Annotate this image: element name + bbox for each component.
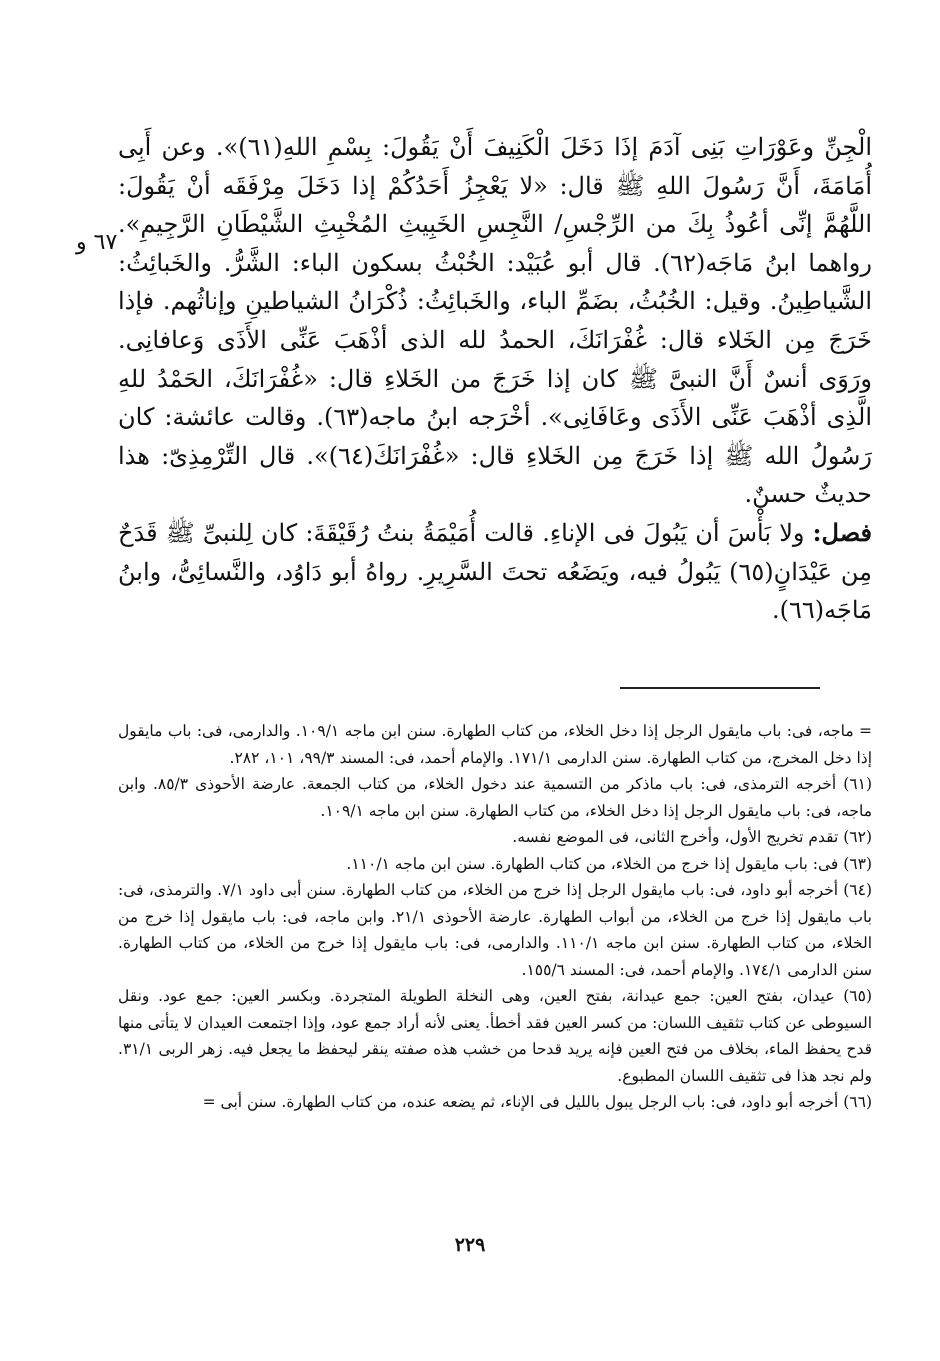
footnote-separator [620,687,820,689]
footnote: = ماجه، فى: باب مايقول الرجل إذا دخل الخلاء، من كتاب الطهارة. سنن ابن ماجه ١٠٩/١. والدارمى، فى: باب مايقول إذا دخل المخرج، من كتاب الطهارة. سنن الدارمى ١٧١/١. والإمام أحمد، فى: المسند ٩٩/٣، ١٠١، ٢٨٢. [118,722,872,767]
footnote: (٦٢) تقدم تخريج الأول، وأخرج الثانى، فى الموضع نفسه. [512,828,872,846]
page-number: ٢٢٩ [454,1234,486,1256]
main-text [118,128,872,630]
fasl-heading: فصل: [812,517,872,547]
footnotes [118,718,872,1116]
manuscript-folio-note: ٦٧ و [76,230,118,255]
footnote: (٦٣) فى: باب مايقول إذا خرج من الخلاء، من كتاب الطهارة. سنن ابن ماجه ١١٠/١. [346,854,872,873]
footnote: (٦٦) أخرجه أبو داود، فى: باب الرجل يبول بالليل فى الإناء، ثم يضعه عنده، من كتاب الطهارة. سنن أبى = [202,1093,872,1111]
fasl-paragraph [118,514,872,630]
fasl-body: ولا بَأْسَ أن يَبُولَ فى الإناءِ. قالت أُمَيْمَةُ بنتُ رُقَيْقَةَ: كان لِلنبىِّ ﷺ قَدَحٌ مِن عَيْدَانٍ(٦٥) يَبُولُ فيه، ويَضَعُه تحتَ السَّرِيرِ. رواهُ أبو دَاوُد، والنَّسائِىُّ، وابنُ مَاجَه(٦٦). [118,518,872,625]
footnote: (٦٥) عيدان، بفتح العين: جمع عيدانة، بفتح العين، وهى النخلة الطويلة المتجردة. وبكسر العين: جمع عود. ونقل السيوطى عن كتاب تثقيف اللسان: من كسر العين فقد أخطأ. يعنى لأنه أراد جمع عود، وإذا اجتمعت العيدان لا يتأتى منها قدح يحفظ الماء، بخلاف من فتح العين فإنه يريد قدحا من خشب هذه صفته ينقر ليحفظ ما يجعل فيه. زهر الربى ٣١/١. ولم نجد هذا فى تثقيف اللسان المطبوع. [118,987,872,1085]
main-paragraph: الْجِنِّ وعَوْرَاتِ بَنِى آدَمَ إذَا دَخَلَ الْكَنِيفَ أَنْ يَقُولَ: بِسْمِ اللهِ(٦١)». وعن أَبِى أُمَامَةَ، أَنَّ رَسُولَ اللهِ ﷺ قال: «لا يَعْجِزُ أَحَدُكُمْ إذا دَخَلَ مِرْفَقَه أنْ يَقُولَ: اللَّهُمَّ إنِّى أعُوذُ بِكَ من الرِّجْسِ/ النَّجِسِ الخَبِيثِ المُخْبِثِ الشَّيْطَانِ الرَّجِيمِ». رواهما ابنُ مَاجَه(٦٢). قال أبو عُبَيْد: الخُبْثُ بسكون الباء: الشَّرُّ. والخَبائِثُ: الشَّياطِينُ. وقيل: الخُبُثُ، بضَمِّ الباء، والخَبائِثُ: ذُكْرَانُ الشياطينِ وإناثُهم. فإذا خَرَجَ مِن الخَلاء قال: غُفْرَانَكَ، الحمدُ لله الذى أذْهَبَ عَنِّى الأَذَى وَعافانِى. ورَوَى أنسٌ أَنَّ النبىَّ ﷺ كان إذا خَرَجَ من الخَلاءِ قال: «غُفْرَانَكَ، الحَمْدُ للهِ الَّذِى أذْهَبَ عَنِّى الأَذَى وعَافَانِى». أخْرَجه ابنُ ماجه(٦٣). وقالت عائشة: كان رَسُولُ الله ﷺ إذا خَرَجَ مِن الخَلاءِ قال: «غُفْرَانَكَ(٦٤)». قال التِّرْمِذِىّ: هذا حديثٌ حسنٌ. [118,133,873,509]
footnote: (٦١) أخرجه الترمذى، فى: باب ماذكر من التسمية عند دخول الخلاء، من كتاب الجمعة. عارضة الأحوذى ٨٥/٣. وابن ماجه، فى: باب مايقول الرجل إذا دخل الخلاء، من كتاب الطهارة. سنن ابن ماجه ١٠٩/١. [118,775,872,820]
footnote: (٦٤) أخرجه أبو داود، فى: باب مايقول الرجل إذا خرج من الخلاء، من كتاب الطهارة. سنن أبى داود ٧/١. والترمذى، فى: باب مايقول إذا خرج من الخلاء، من أبواب الطهارة. عارضة الأحوذى ٢١/١. وابن ماجه، فى: باب مايقول إذا خرج من الخلاء، من كتاب الطهارة. سنن ابن ماجه ١١٠/١. والدارمى، فى: باب مايقول إذا خرج من الخلاء، من كتاب الطهارة. سنن الدارمى ١٧٤/١. والإمام أحمد، فى: المسند ١٥٥/٦. [118,881,872,979]
